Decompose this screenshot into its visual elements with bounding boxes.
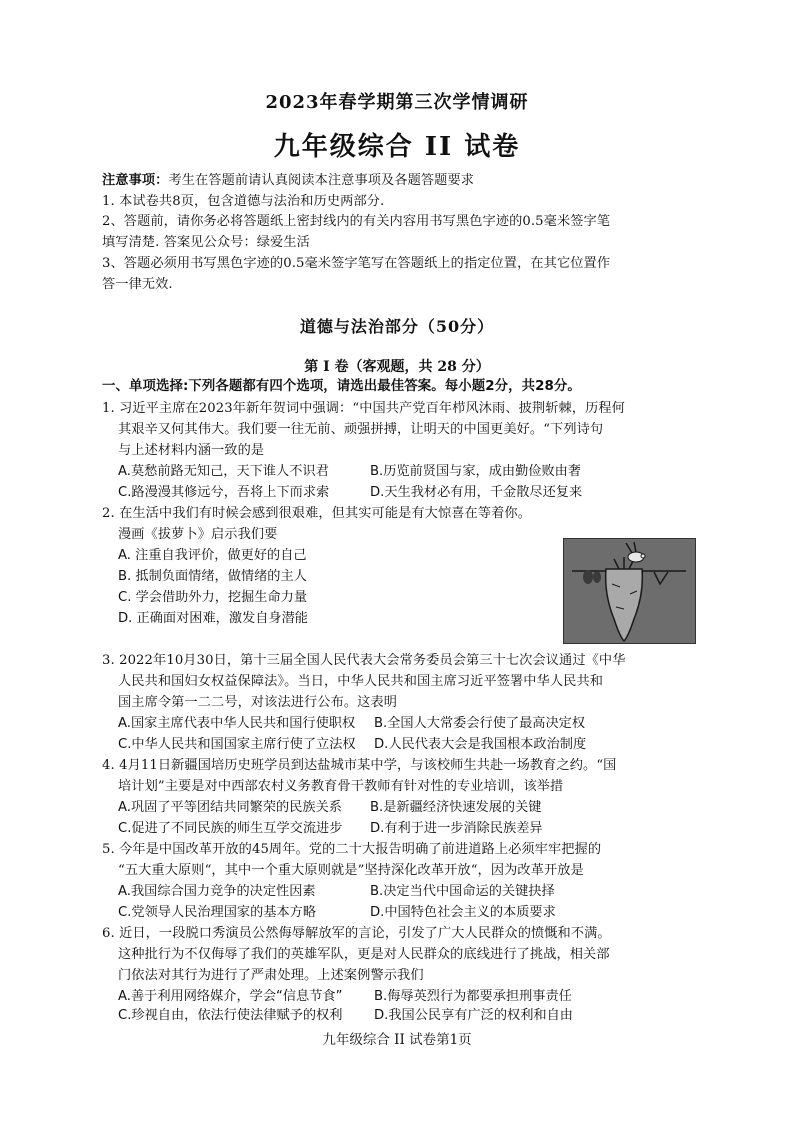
section-title: 道德与法治部分（50分）: [299, 317, 495, 336]
q5-option-c: C.党领导人民治理国家的基本方略: [118, 905, 317, 920]
carrot-cartoon-image: [563, 538, 696, 644]
q2-option-a: A. 注重自我评价，做更好的自己: [118, 548, 307, 563]
q1-stem-line-2: 其艰辛又何其伟大。我们要一往无前、顽强拼搏，让明天的中国更美好。“下列诗句: [118, 422, 604, 437]
q1-option-a: A.莫愁前路无知己，天下谁人不识君: [118, 464, 329, 479]
carrot-cartoon-illustration: [564, 539, 695, 643]
q3-stem-line-2: 人民共和国妇女权益保障法》。当日，中华人民共和国主席习近平签署中华人民共和: [118, 674, 604, 689]
q1-option-c: C.路漫漫其修远兮，吾将上下而求索: [118, 485, 330, 500]
q2-stem-line-2: 漫画《拔萝卜》启示我们要: [118, 527, 278, 542]
q1-option-b: B.历览前贤国与家，成由勤俭败由奢: [370, 464, 582, 479]
q2-option-c: C. 学会借助外力，挖掘生命力量: [118, 590, 308, 605]
q5-option-d: D.中国特色社会主义的本质要求: [370, 905, 556, 920]
q4-stem-line-1: 4. 4月11日新疆国培历史班学员到达盐城市某中学，与该校师生共赴一场教育之约。“国: [102, 758, 617, 773]
instruction: 一、单项选择:下列各题都有四个选项，请选出最佳答案。每小题2分，共28分。: [102, 379, 581, 394]
q6-stem-line-1: 6. 近日，一段脱口秀演员公然侮辱解放军的言论，引发了广大人民群众的愤慨和不满。: [102, 926, 611, 941]
q2-option-d: D. 正确面对困难，激发自身潜能: [118, 611, 308, 626]
q6-option-c: C.珍视自由，依法行使法律赋予的权利: [118, 1008, 343, 1023]
part-title: 第 I 卷（客观题，共 28 分）: [304, 359, 490, 375]
notice-item-3-line-1: 3、答题必须用书写黑色字迹的0.5毫米签字笔写在答题纸上的指定位置，在其它位置作: [102, 256, 611, 271]
q6-stem-line-2: 这种批行为不仅侮辱了我们的英雄军队，更是对人民群众的底线进行了挑战，相关部: [118, 947, 610, 962]
q3-option-a: A.国家主席代表中华人民共和国行使职权: [118, 716, 356, 731]
notice-item-2-line-2: 填写清楚. 答案见公众号：绿爱生活: [102, 235, 310, 250]
notice-item-2-line-1: 2、答题前，请你务必将答题纸上密封线内的有关内容用书写黑色字迹的0.5毫米签字笔: [102, 214, 611, 229]
q5-option-b: B.决定当代中国命运的关键抉择: [370, 884, 555, 899]
notice-intro: 考生在答题前请认真阅读本注意事项及各题答题要求: [168, 173, 475, 188]
q5-option-a: A.我国综合国力竞争的决定性因素: [118, 884, 316, 899]
q6-option-b: B.侮辱英烈行为都要承担刑事责任: [374, 989, 572, 1004]
q3-option-c: C.中华人民共和国国家主席行使了立法权: [118, 737, 356, 752]
q4-option-c: C.促进了不同民族的师生互学交流进步: [118, 821, 343, 836]
q1-option-d: D.天生我材必有用，千金散尽还复来: [370, 485, 583, 500]
q2-stem-line-1: 2. 在生活中我们有时候会感到很艰难，但其实可能是有大惊喜在等着你。: [102, 506, 531, 521]
notice-item-1: 1. 本试卷共8页，包含道德与法治和历史两部分.: [102, 194, 385, 209]
q4-option-b: B.是新疆经济快速发展的关键: [370, 800, 542, 815]
q1-stem-line-3: 与上述材料内涵一致的是: [118, 443, 265, 458]
q5-stem-line-2: “五大重大原则“，其中一个重大原则就是”坚持深化改革开放“，因为改革开放是: [118, 863, 584, 878]
q1-stem-line-1: 1. 习近平主席在2023年新年贺词中强调：“中国共产党百年栉风沐雨、披荆斩棘，历程何: [102, 401, 625, 416]
q3-stem-line-3: 国主席令第一二二号，对该法进行公布。这表明: [118, 695, 398, 710]
q2-option-b: B. 抵制负面情绪，做情绪的主人: [118, 569, 307, 584]
q6-option-a: A.善于利用网络媒介，学会“信息节食”: [118, 989, 343, 1004]
q4-option-a: A.巩固了平等团结共同繁荣的民族关系: [118, 800, 342, 815]
q3-option-d: D.人民代表大会是我国根本政治制度: [374, 737, 587, 752]
notice-item-3-line-2: 答一律无效.: [102, 277, 173, 292]
notice-intro-line: [102, 172, 474, 190]
exam-title: 九年级综合 II 试卷: [273, 132, 521, 162]
q6-stem-line-3: 门依法对其行为进行了严肃处理。上述案例警示我们: [118, 968, 424, 983]
q3-option-b: B.全国人大常委会行使了最高决定权: [374, 716, 586, 731]
q5-stem-line-1: 5. 今年是中国改革开放的45周年。党的二十大报告明确了前进道路上必须牢牢把握的: [102, 842, 602, 857]
q6-option-d: D.我国公民享有广泛的权利和自由: [374, 1008, 573, 1023]
q3-stem-line-1: 3. 2022年10月30日，第十三届全国人民代表大会常务委员会第三十七次会议通过《中华: [102, 653, 626, 668]
exam-subtitle: 2023年春学期第三次学情调研: [265, 92, 529, 113]
page-footer: 九年级综合 II 试卷第1页: [322, 1032, 472, 1048]
notice-label: 注意事项：: [102, 173, 169, 188]
q4-stem-line-2: 培计划”主要是对中西部农村义务教育骨干教师有针对性的专业培训，该举措: [118, 779, 564, 794]
q4-option-d: D.有利于进一步消除民族差异: [370, 821, 543, 836]
